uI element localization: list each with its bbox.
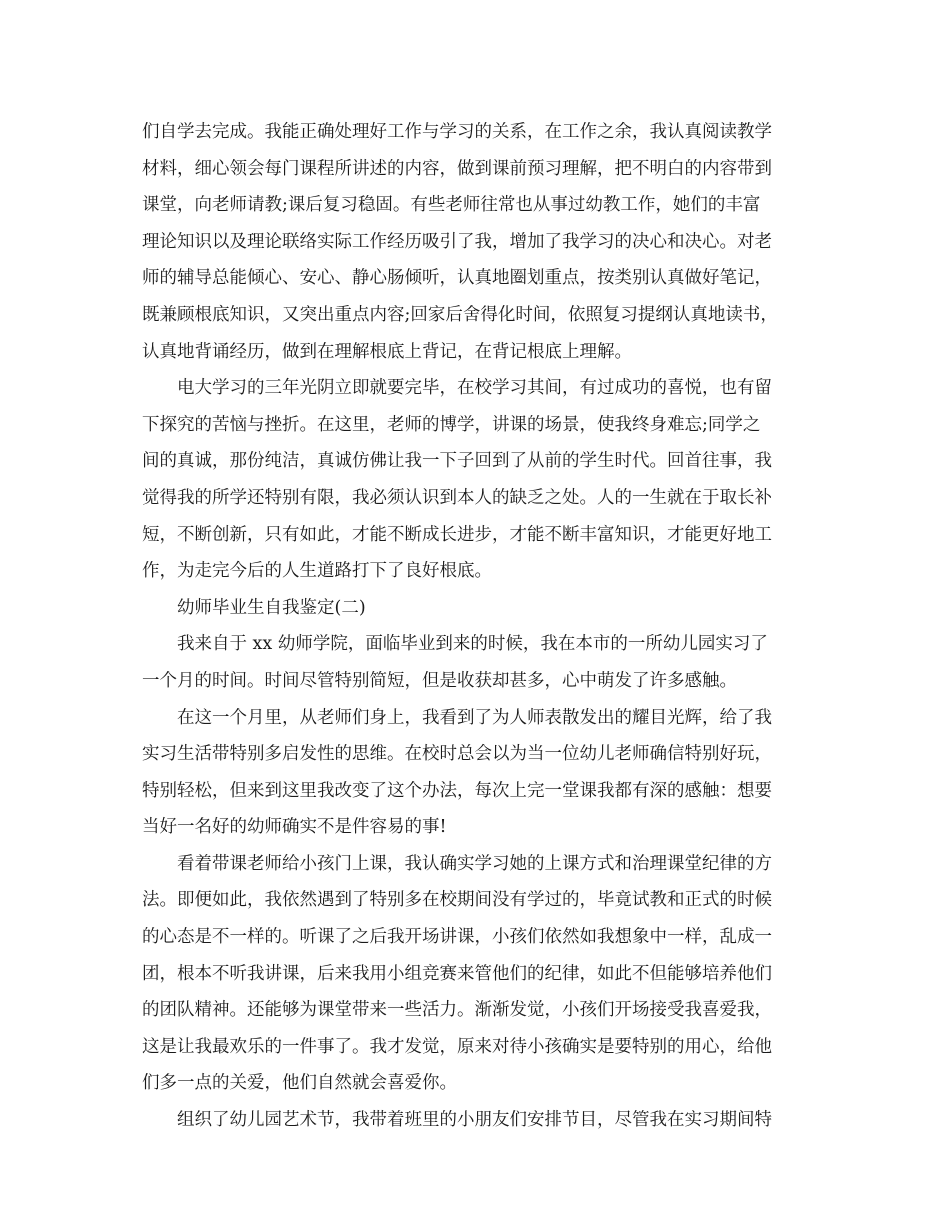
paragraph-teaching-experience: 看着带课老师给小孩门上课，我认确实学习她的上课方式和治理课堂纪律的方 法。即便如此，我依然遇到了特别多在校期间没有学过的，毕竟试教和正式的时候 的心态是不一样的。听课了之后我开场讲课，小孩们依然如我想象中一样，乱成一 团，根本不听我讲课，后来我用小组竞赛来管他们的纪律，如此不但能够培养他们 的团队精神。还能够为课堂带来一些活力。渐渐发觉，小孩们开场接受我喜爱我， 这是让我最欢乐的一件事了。我才发觉，原来对待小孩确实是要特别的用心，给他 们多一点的关爱，他们自然就会喜爱你。 xyxy=(142,853,772,1094)
document-body xyxy=(142,114,822,1139)
paragraph-study-method: 们自学去完成。我能正确处理好工作与学习的关系，在工作之余，我认真阅读教学 材料，细心领会每门课程所讲述的内容，做到课前预习理解，把不明白的内容带到 课堂，向老师请教;课后复习稳固。有些老师往常也从事过幼教工作，她们的丰富 理论知识以及理论联络实际工作经历吸引了我，增加了我学习的决心和决心。对老 师的辅导总能倾心、安心、静心肠倾听，认真地圈划重点，按类别认真做好笔记， 既兼顾根底知识，又突出重点内容;回家后舍得化时间，依照复习提纲认真地读书， 认真地背诵经历，做到在理解根底上背记，在背记根底上理解。 xyxy=(142,122,778,362)
paragraph-internship-intro: 我来自于 xx 幼师学院，面临毕业到来的时候，我在本市的一所幼儿园实习了 一个月的时间。时间尽管特别简短，但是收获却甚多，心中萌发了许多感触。 xyxy=(142,634,768,691)
paragraph-one-month-impressions: 在这一个月里，从老师们身上，我看到了为人师表散发出的耀目光辉，给了我 实习生活带特别多启发性的思维。在校时总会以为当一位幼儿老师确信特别好玩， 特别轻松，但来到这里我改变了这个办法，每次上完一堂课我都有深的感触：想要 当好一名好的幼师确实不是件容易的事! xyxy=(142,707,772,838)
section-heading-self-assessment-2: 幼师毕业生自我鉴定(二) xyxy=(177,597,366,618)
paragraph-art-festival: 组织了幼儿园艺术节，我带着班里的小朋友们安排节目，尽管我在实习期间特 xyxy=(177,1110,772,1131)
paragraph-three-years-reflection: 电大学习的三年光阴立即就要完毕，在校学习其间，有过成功的喜悦，也有留 下探究的苦恼与挫折。在这里，老师的博学，讲课的场景，使我终身难忘;同学之 间的真诚，那份纯洁，真诚仿佛让我一下子回到了从前的学生时代。回首往事，我 觉得我的所学还特别有限，我必须认识到本人的缺乏之处。人的一生就在于取长补 短，不断创新，只有如此，才能不断成长进步，才能不断丰富知识，才能更好地工 作，为走完今后的人生道路打下了良好根底。 xyxy=(142,378,772,582)
